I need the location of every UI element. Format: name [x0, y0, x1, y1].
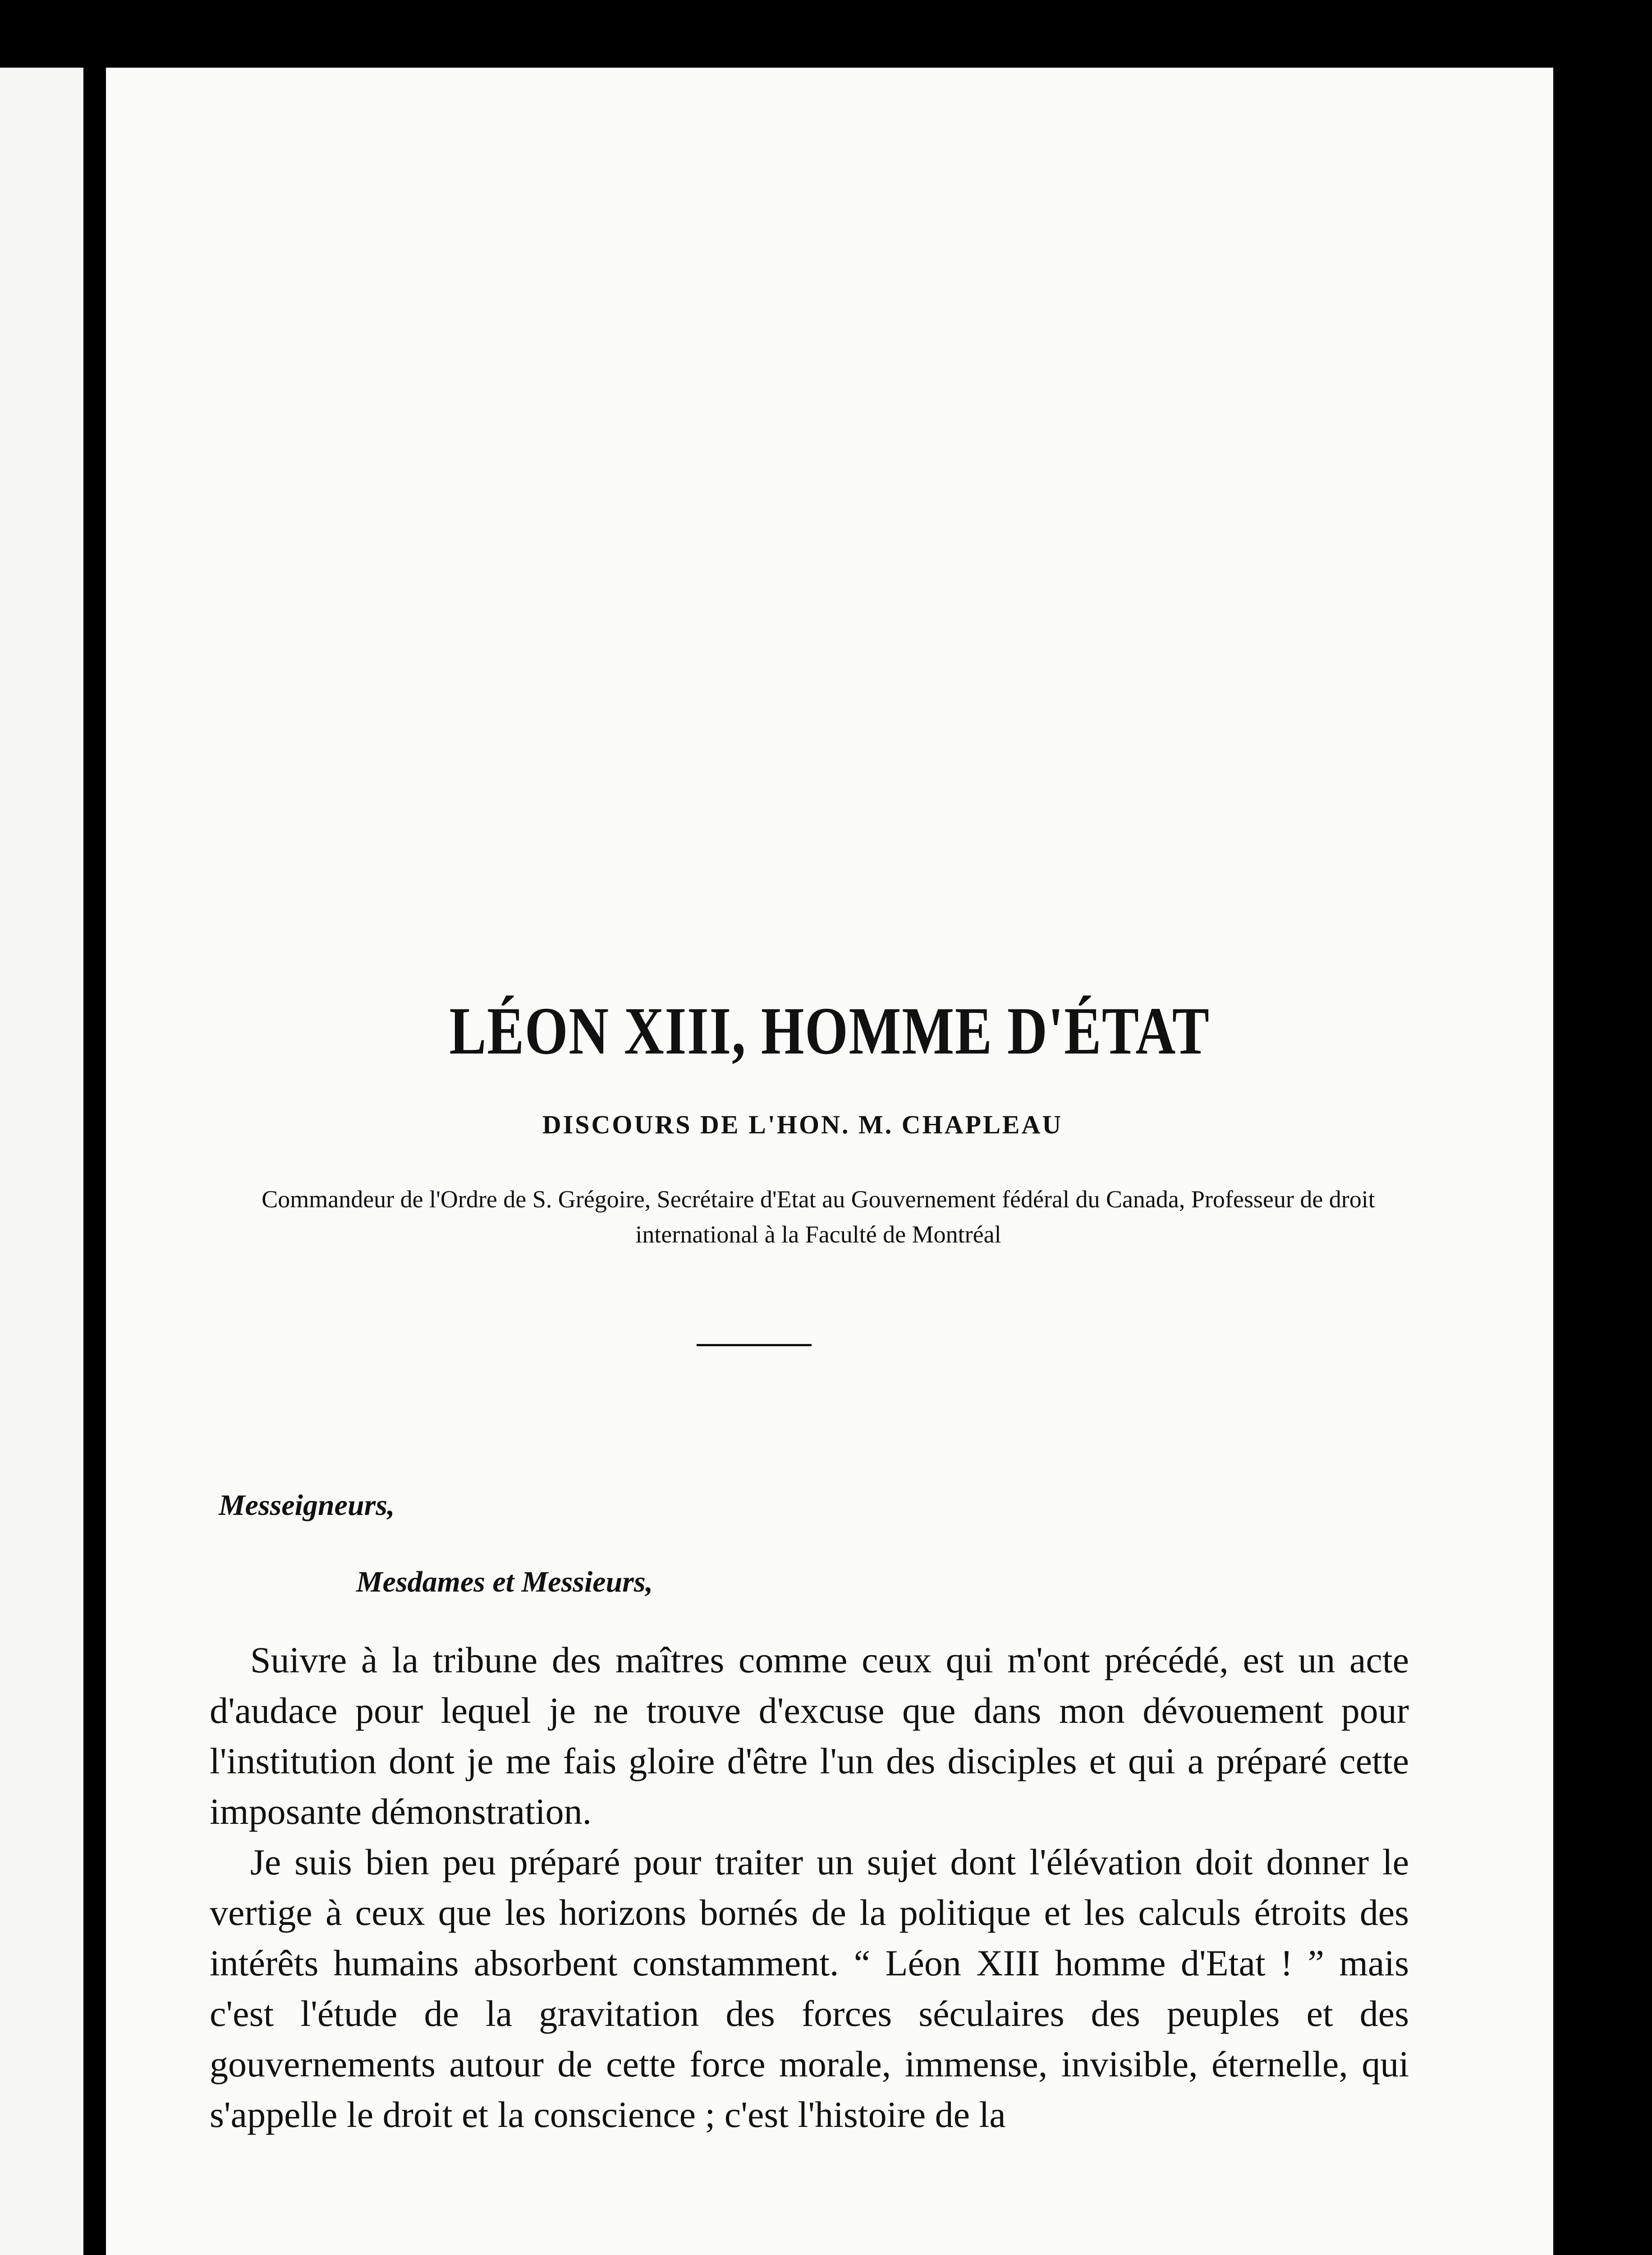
paragraph-2: Je suis bien peu préparé pour traiter un sujet dont l'élévation doit donner le vertige à ceux que les horizons bornés de la politique et les calculs étroits des intérêts humains absorbent constamment. “ Léon XIII homme d'Etat ! ” mais c'est l'étude de la gravitation des forces séculaires des peuples et des gouvernements autour de cette force morale, immense, invisible, éternelle, qui s'appelle le droit et la conscience ; c'est l'histoire de la [210, 1841, 1409, 2135]
salutation-line-2: Mesdames et Messieurs, [356, 1565, 653, 1598]
section-divider [697, 1344, 812, 1346]
page-title: LÉON XIII, HOMME D'ÉTAT [449, 994, 1210, 1068]
body-text [210, 1635, 1409, 2140]
paragraph-1: Suivre à la tribune des maîtres comme ceux qui m'ont précédé, est un acte d'audace pour lequel je ne trouve d'excuse que dans mon dévouement pour l'institution dont je me fais gloire d'être l'un des disciples et qui a préparé cette imposante démonstration. [210, 1639, 1409, 1832]
speaker-affiliation: Commandeur de l'Ordre de S. Grégoire, Secrétaire d'Etat au Gouvernement fédéral du Canada, Professeur de droit international à la Faculté de Montréal [262, 1186, 1375, 1248]
adjacent-page-strip [0, 68, 83, 2255]
salutation-line-1: Messeigneurs, [219, 1489, 395, 1522]
document-page [106, 68, 1553, 2255]
speech-subtitle: DISCOURS DE L'HON. M. CHAPLEAU [542, 1110, 1063, 1139]
